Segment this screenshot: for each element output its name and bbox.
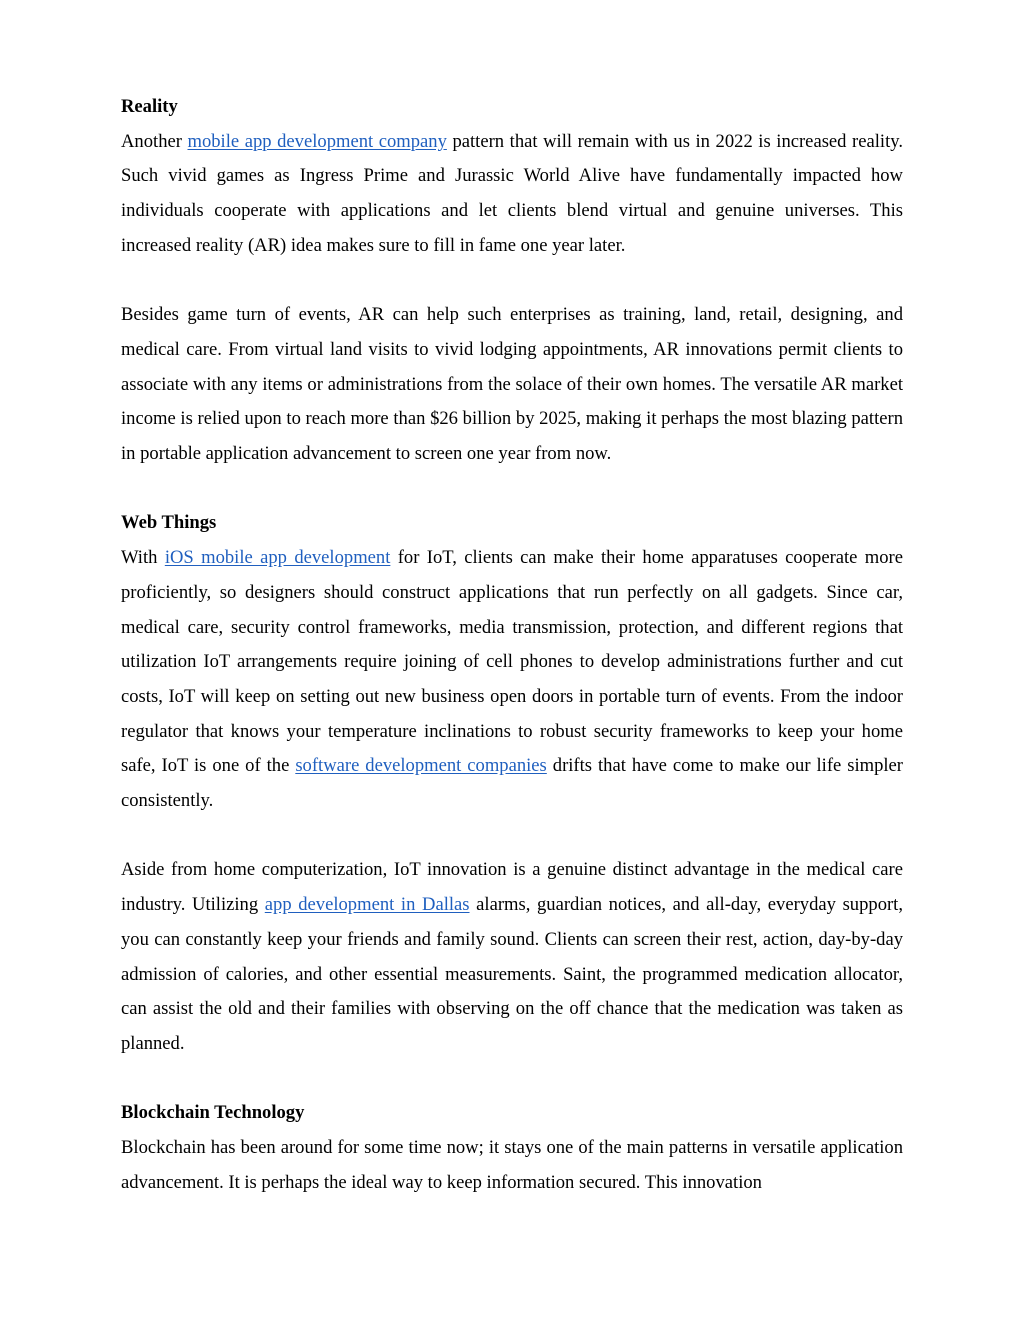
paragraph-reality-1 [121, 125, 903, 264]
text-span: Another [121, 130, 188, 152]
paragraph-gap [121, 472, 903, 507]
paragraph-gap [121, 819, 903, 854]
paragraph-web-things-2 [121, 853, 903, 1061]
document-page [121, 90, 903, 1200]
text-span: for IoT, clients can make their home apparatuses cooperate more proficiently, so designers should construct applications that run perfectly on all gadgets. Since car, medical care, security control frameworks, media transmission, protection, and different regions that utilization IoT arrangements require joining of cell phones to develop administrations further and cut costs, IoT will keep on setting out new business open doors in portable turn of events. From the indoor regulator that knows your temperature inclinations to robust security frameworks to keep your home safe, IoT is one of the [121, 547, 904, 777]
link-software-development-companies[interactable]: software development companies [295, 755, 547, 777]
paragraph-gap [121, 264, 903, 299]
heading-reality: Reality [121, 96, 178, 117]
text-span: With [121, 547, 165, 569]
heading-blockchain-technology: Blockchain Technology [121, 1102, 305, 1124]
text-span: drifts that have come to make our life simpler consistently. [121, 755, 904, 812]
text-span: pattern that will remain with us in 2022 is increased reality. Such vivid games as Ingress Prime and Jurassic World Alive have fundamentally impacted how individuals cooperate with applications and let clients blend virtual and genuine universes. This increased reality (AR) idea makes sure to fill in fame one year later. [121, 130, 903, 256]
link-ios-mobile-app-development[interactable]: iOS mobile app development [164, 547, 391, 569]
heading-web-things: Web Things [121, 512, 217, 534]
paragraph-gap [121, 1062, 903, 1097]
text-span: alarms, guardian notices, and all-day, everyday support, you can constantly keep your friends and family sound. Clients can screen their rest, action, day-by-day admission of calories, and other essential measurements. Saint, the programmed medication allocator, can assist the old and their families with observing on the off chance that the medication was taken as planned. [121, 894, 903, 1054]
link-app-development-in-dallas[interactable]: app development in Dallas [264, 894, 470, 916]
paragraph-reality-2: Besides game turn of events, AR can help such enterprises as training, land, retail, designing, and medical care. From virtual land visits to vivid lodging appointments, AR innovations permit clients to associate with any items or administrations from the solace of their own homes. The versatile AR market income is relied upon to reach more than $26 billion by 2025, making it perhaps the most blazing pattern in portable application advancement to screen one year from now. [121, 304, 903, 465]
paragraph-blockchain-1: Blockchain has been around for some time now; it stays one of the main patterns in versatile application advancement. It is perhaps the ideal way to keep information secured. This innovation [121, 1137, 903, 1193]
paragraph-web-things-1 [121, 541, 903, 819]
link-mobile-app-development-company[interactable]: mobile app development company [187, 130, 447, 152]
text-span: Aside from home computerization, IoT innovation is a genuine distinct advantage in the medical care industry. Utilizing [121, 859, 903, 916]
